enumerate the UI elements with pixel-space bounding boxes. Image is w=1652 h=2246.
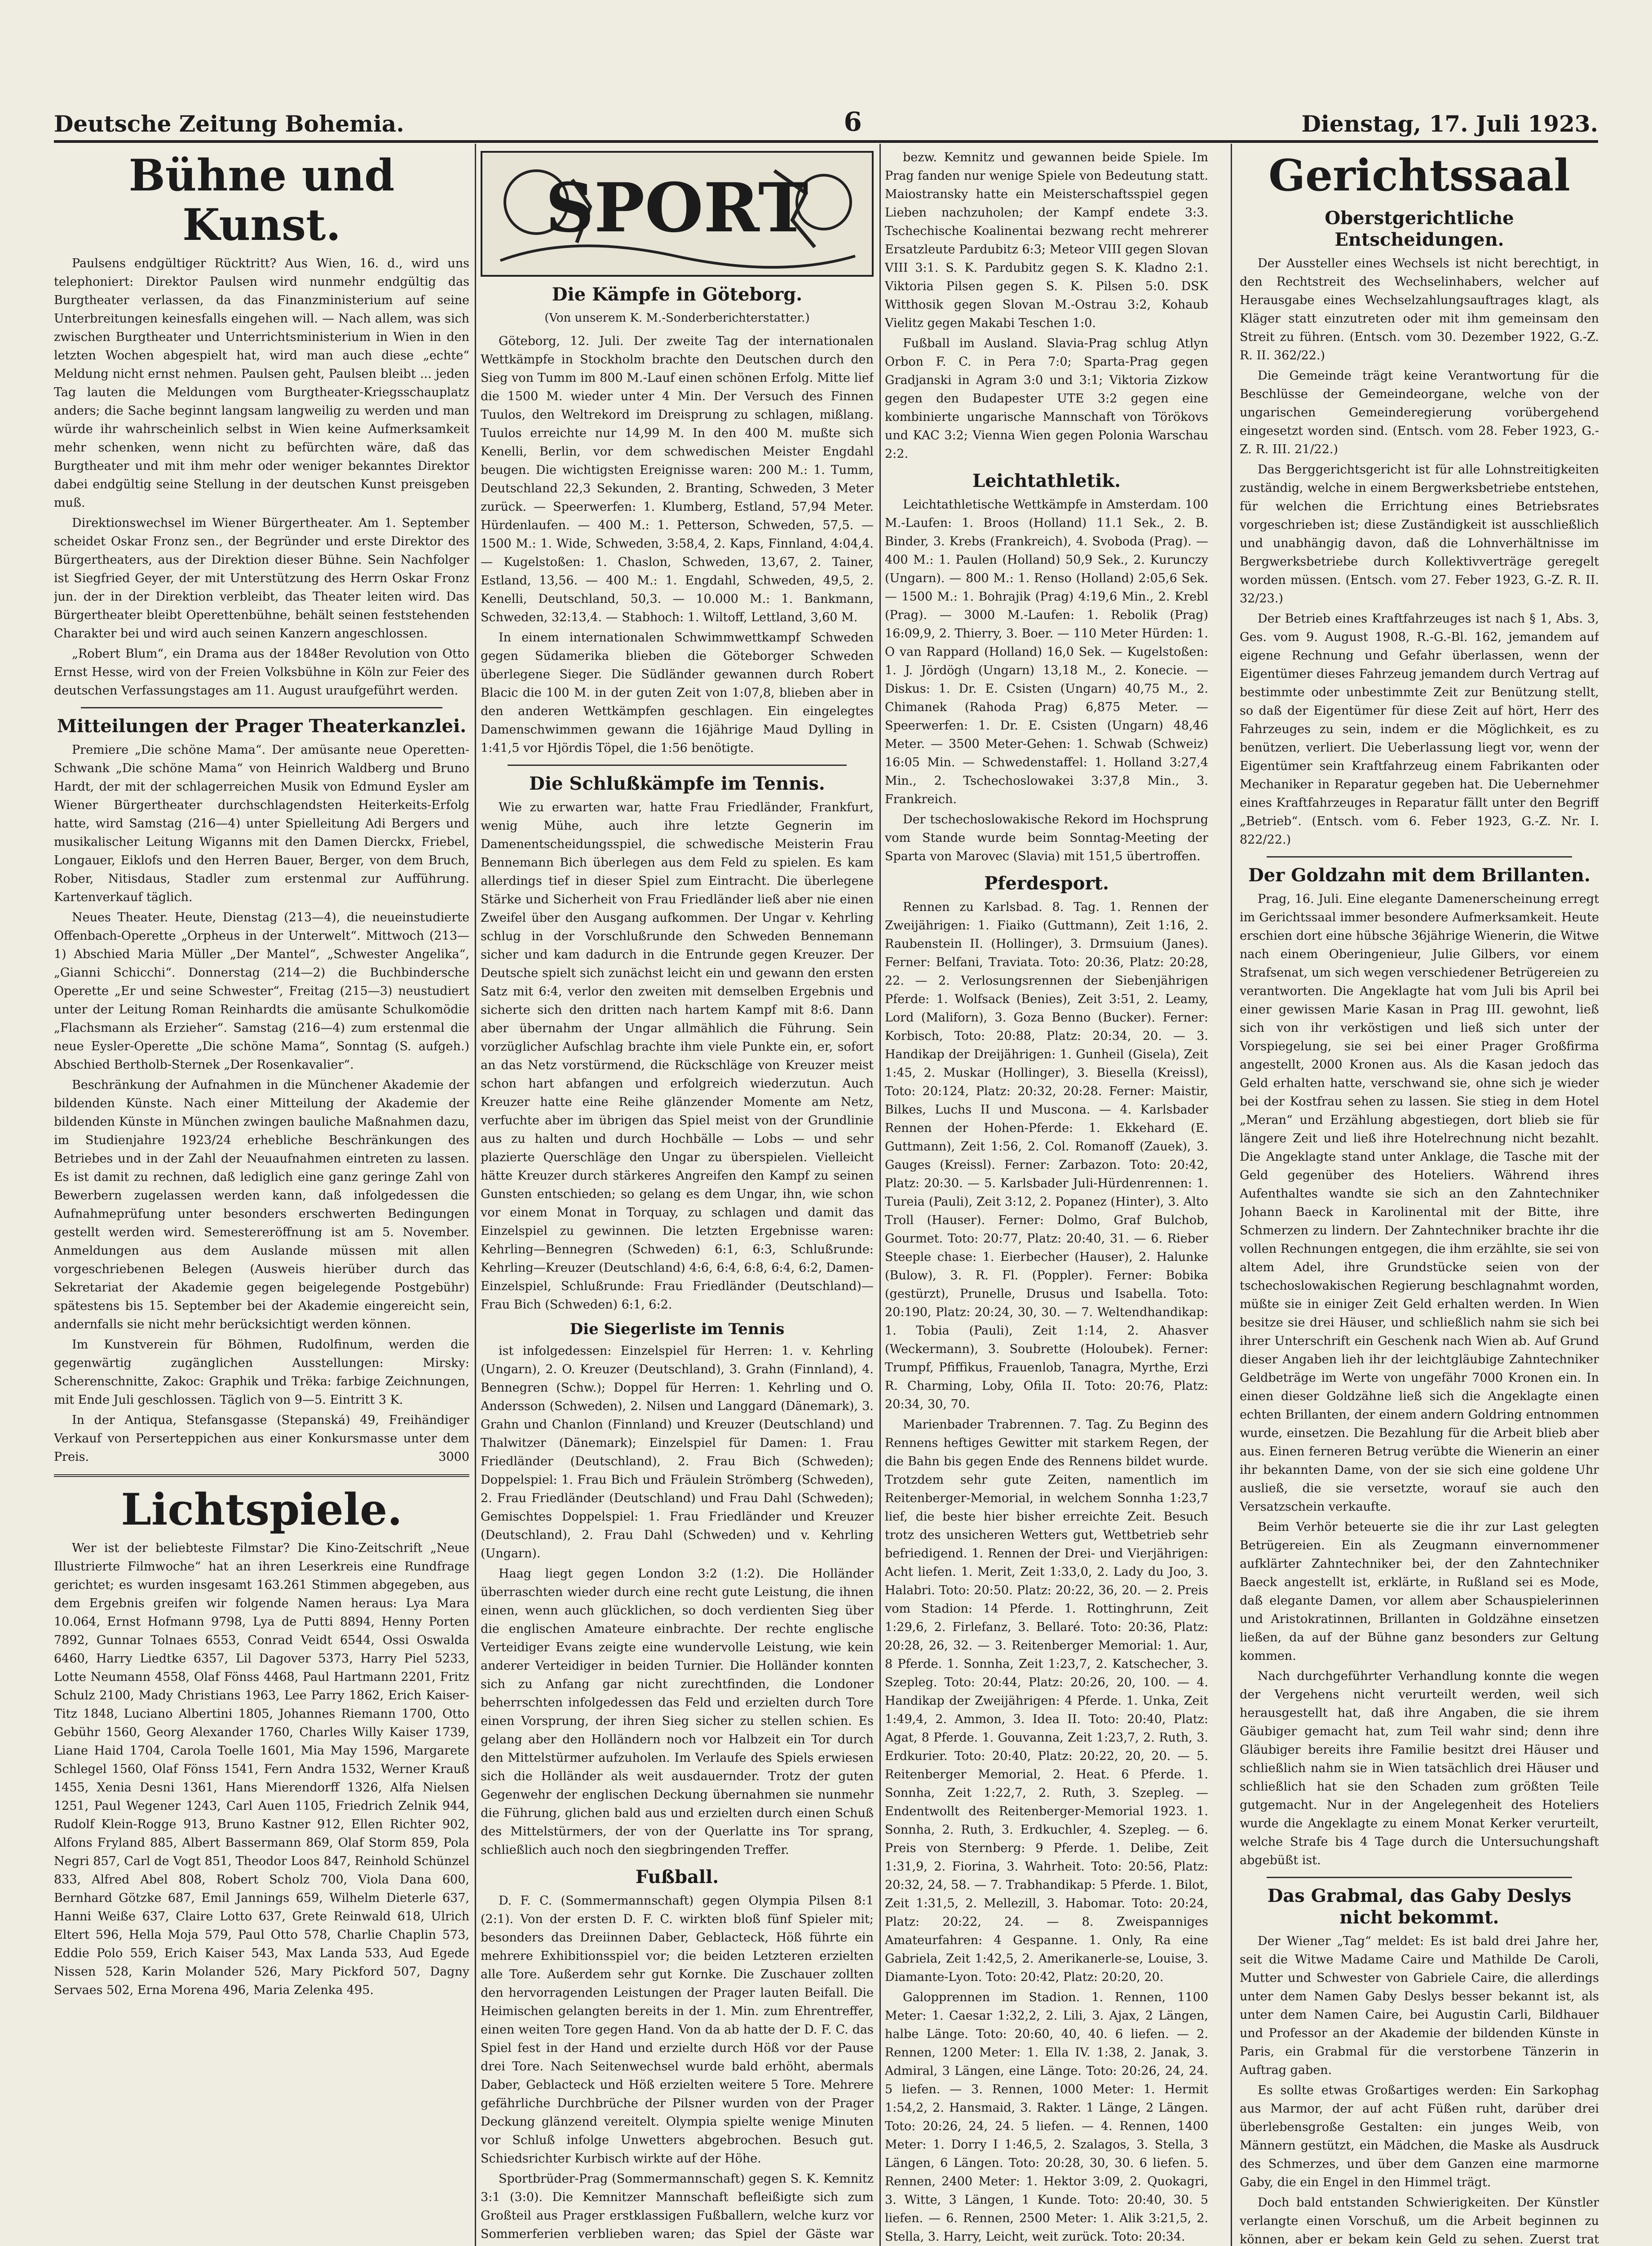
article-kraftfahrzeug: Der Betrieb eines Kraftfahrzeuges ist nach § 1, Abs. 3, Ges. vom 9. August 1908, R.-G.-Bl. 162, jemandem auf eigene Rechnung und Gefahr überlassen, wenn der Eigentümer dieses Fahrzeug jemandem durch Vertrag auf bestimmte oder unbestimmte Zeit zur Benützung stellt, so daß der Eigentümer für diese Zeit auf hört, Herr des Fahrzeuges zu sein, indem er die Möglichkeit, es zu benützen, verliert. Die Ueberlassung liegt vor, wenn der Eigentümer sein Kraftfahrzeug einem Fabrikanten oder Mechaniker in Reparatur gegeben hat. Die Uebernehmer eines Kraftfahrzeuges in Reparatur fällt unter den Begriff „Betrieb“. (Entsch. vom 6. Feber 1923, G.-Z. Nr. I. 822/22.) (1240, 612, 1599, 847)
article-neues-theater: Neues Theater. Heute, Dienstag (213—4), die neueinstudierte Offenbach-Operette „Orpheus in der Unterwelt“. Mittwoch (213—1) Abschied Maria Müller „Der Mantel“, „Schwester Angelika“, „Gianni Schicchi“. Donnerstag (214—2) die Buchbindersche Operette „Er und seine Schwester“, Freitag (215—3) neustudiert unter der Leitung Roman Reinhardts die amüsante Schulkomödie „Flachsmann als Erzieher“. Samstag (216—4) zum erstenmal die neue Eysler-Operette „Die schöne Mama“, Sonntag (S. aufgeh.) Abschied Bertholb-Sternek „Der Rosenkavalier“. (54, 911, 469, 1072)
column-3 (885, 148, 1208, 2246)
sport-logo-illustration (482, 153, 872, 275)
article-berggericht: Das Berggerichtsgericht ist für alle Lohnstreitigkeiten zuständig, welche in einem Bergwerksbetriebe entstehen, für welchen die Errichtung eines Betriebsrates vorgeschrieben ist; diese Zuständigkeit ist ausschließlich und unabhängig davon, daß die Lohnverhältnisse im Bergwerksbetriebe durch Kollektivverträge geregelt worden müssen. (Entsch. vom 27. Feber 1923, G.-Z. R. II. 32/23.) (1240, 463, 1599, 606)
article-goeteborg: Göteborg, 12. Juli. Der zweite Tag der internationalen Wettkämpfe in Stockholm brachte den Deutschen durch den Sieg von Tumm im 800 M.-Lauf einen schönen Erfolg. Mitte lief die 1500 M. wieder unter 4 Min. Der Versuch des Finnen Tuulos, den Weltrekord im Dreisprung zu schlagen, mißlang. Tuulos erreichte nur 14,99 M. In den 400 M. mußte sich Kenelli, Berlin, vor dem schwedischen Meister Engdahl beugen. Die wichtigsten Ereignisse waren: 200 M.: 1. Tumm, Deutschland 22,3 Sekunden, 2. Branting, Schweden, 3 Meter zurück. — Speerwerfen: 1. Klumberg, Estland, 57,94 Meter. Hürdenlaufen. — 400 M.: 1. Petterson, Schweden, 57,5. — 1500 M.: 1. Wide, Schweden, 3:58,4, 2. Kaps, Finnland, 4:04,4. — Kugelstoßen: 1. Chaslon, Schweden, 13,67, 2. Tainer, Estland, 13,56. — 400 M.: 1. Engdahl, Schweden, 49,5, 2. Kenelli, Deutschland, 50,3. — 10.000 M.: 1. Bankmann, Schweden, 32:13,4. — Stabhoch: 1. Wiltoff, Lettland, 3,60 M. (481, 334, 874, 624)
antiqua-text: In der Antiqua, Stefansgasse (Stepanská) 49, Freihändiger Verkauf von Perserteppichen aus einer Konkursmasse unter dem Preis. (54, 1413, 469, 1464)
article-kunstverein: Im Kunstverein für Böhmen, Rudolfinum, werden die gegenwärtig zugänglichen Ausstellungen: Mirsky: Scherenschnitte, Zakoc: Graphik und Trëka: farbige Zeichnungen, mit Ende Juli geschlossen. Täglich von 9—5. Eintritt 3 K. (54, 1338, 469, 1407)
heading-tennis: Die Schlußkämpfe im Tennis. (529, 773, 825, 794)
article-siegerliste: ist infolgedessen: Einzelspiel für Herren: 1. v. Kehrling (Ungarn), 2. O. Kreuzer (Deutschland), 3. Grahn (Finnland), 4. Bennegren (Schw.); Doppel für Herren: 1. Kehrling und O. Andersson (Schweden), 2. Nilsen und Langgard (Dänemark), 3. Grahn und Chanlon (Finnland) und Kreuzer (Deutschland) und Thalwitzer (Dänemark); Einzelspiel für Damen: 1. Frau Friedländer (Deutschland), 2. Frau Bich (Schweden); Doppelspiel: 1. Frau Bich und Fräulein Strömberg (Schweden), 2. Frau Friedländer (Deutschland) und Frau Dahl (Schweden); Gemischtes Doppelspiel: 1. Frau Friedländer und Kreuzer (Deutschland), 2. Frau Dahl (Schweden) und v. Kehrling (Ungarn). (481, 1344, 874, 1561)
page-number: 6 (844, 106, 862, 137)
article-urteil: Nach durchgeführter Verhandlung konnte die wegen der Vergehens nicht verurteilt werden, weil sich herausgestellt hat, daß ihre Angaben, die sie ihrem Gäubiger gemacht hat, zum Teil wahr sind; denn ihre Gläubiger bereits ihre Familie besitzt drei Häuser und schließlich nahm sie in Wien tatsächlich drei Häuser und schließlich hat sie den Schaden zum größten Teile gutgemacht. Nur in der Angelegenheit des Hoteliers wurde die Angeklagte zu einem Monat Kerker verurteilt, welche Strafe bis 4 Tage durch die Untersuchungshaft abgebüßt ist. (1240, 1669, 1599, 1867)
heading-leichtathletik: Leichtathletik. (972, 470, 1121, 491)
divider (81, 707, 442, 708)
article-gemeinde: Die Gemeinde trägt keine Verantwortung für die Beschlüsse der Gemeindeorgane, welche von der ungarischen Gemeinderegierung vorübergehend eingesetzt worden sind. (Entsch. vom 28. Feber 1923, G.-Z. R. III. 21/22.) (1240, 369, 1599, 456)
sport-banner (481, 151, 874, 277)
heading-entscheidungen: Oberstgerichtliche Entscheidungen. (1325, 208, 1514, 250)
ad-code: 3000 (438, 1450, 469, 1464)
article-fussball-ausland: Fußball im Ausland. Slavia-Prag schlug Atlyn Orbon F. C. in Pera 7:0; Sparta-Prag gegen Gradjanski in Agram 3:0 und 3:1; Viktoria Zizkow gegen den Budapester UTE 3:2 gegen eine kombinierte ungarische Mannschaft von Törökovs und KAC 3:2; Vienna Wien gegen Polonia Warschau 2:2. (885, 336, 1208, 461)
article-galopp: Galopprennen im Stadion. 1. Rennen, 1100 Meter: 1. Caesar 1:32,2, 2. Lili, 3. Ajax, 2 Längen, halbe Länge. Toto: 20:60, 40, 40. 6 liefen. — 2. Rennen, 1200 Meter: 1. Ella IV. 1:38, 2. Janak, 3. Admiral, 3 Längen, eine Länge. Toto: 20:26, 24, 24. 5 liefen. — 3. Rennen, 1000 Meter: 1. Hermit 1:54,2, 2. Hansmaid, 3. Rakter. 1 Länge, 2 Längen. Toto: 20:26, 24, 24. 5 liefen. — 4. Rennen, 1400 Meter: 1. Dorry I 1:46,5, 2. Szalagos, 3. Stella, 3 Längen, 6 Längen. Toto: 20:28, 30, 30. 6 liefen. 5. Rennen, 2400 Meter: 1. Hektor 3:09, 2. Quokagri, 3. Witte, 3 Längen, 1 Kunde. Toto: 20:40, 30. 5 liefen. — 6. Rennen, 2500 Meter: 1. Alik 3:21,5, 2. Stella, 3. Harry, Leicht, weit zurück. Toto: 20:34. (885, 1990, 1208, 2244)
divider (1267, 856, 1572, 858)
section-title-lichtspiele: Lichtspiele. (121, 1484, 402, 1535)
heading-fussball: Fußball. (635, 1866, 719, 1888)
heading-goldzahn: Der Goldzahn mit dem Brillanten. (1248, 865, 1590, 886)
article-antiqua (54, 1411, 469, 1466)
article-sarkophag: Es sollte etwas Großartiges werden: Ein Sarkophag aus Marmor, der auf acht Füßen ruht, darüber drei überlebensgroße Gestalten: ein junges Weib, von Männern gestützt, ein Mädchen, die Maske als Ausdruck des Schmerzes, und über dem Ganzen eine marmorne Gaby, die ein Engel in den Himmel trägt. (1240, 2083, 1599, 2189)
article-grabmal: Der Wiener „Tag“ meldet: Es ist bald drei Jahre her, seit die Witwe Madame Caire und Mathilde De Caroli, Mutter und Schwester von Gabriele Caire, die allerdings unter dem Namen Gaby Deslys besser bekannt ist, als unter dem Namen Caire, bei Augustin Carli, Bildhauer und Professor an der Akademie der bildenden Künste in Paris, ein Grabmal für die verstorbene Tänzerin in Auftrag gaben. (1240, 1934, 1599, 2077)
article-rekord: Der tschechoslowakische Rekord im Hochsprung vom Stande wurde beim Sonntag-Meeting der Sparta von Marovec (Slavia) mit 151,5 übertroffen. (885, 813, 1208, 863)
article-marienbad: Marienbader Trabrennen. 7. Tag. Zu Beginn des Rennens heftiges Gewitter mit starkem Regen, der die Bahn bis gegen Ende des Rennens bildet wurde. Trotzdem sehr gute Zeiten, namentlich im Reitenberger-Memorial, in welchem Sonnha 1:23,7 lief, die beste hier bisher erreichte Zeit. Besuch trotz des unsicheren Wetters gut, Wettbetrieb sehr befriedigend. 1. Rennen der Drei- und Vierjährigen: Acht liefen. 1. Merit, Zeit 1:33,0, 2. Lady du Joo, 3. Halabri. Toto: 20:50. Platz: 20:22, 36, 20. — 2. Preis vom Stadion: 14 Pferde. 1. Rottinghrunn, Zeit 1:29,6, 2. Firlefanz, 3. Bellaré. Toto: 20:36, Platz: 20:28, 26, 32. — 3. Reitenberger Memorial: 1. Aur, 8 Pferde. 1. Sonnha, Zeit 1:23,7, 2. Katschecher, 3. Szepleg. Toto: 20:44, Platz: 20:26, 20, 100. — 4. Handikap der Zweijährigen: 4 Pferde. 1. Unka, Zeit 1:49,4, 2. Ammon, 3. Idea II. Toto: 20:40, Platz: Agat, 8 Pferde. 1. Gouvanna, Zeit 1:23,7, 2. Ruth, 3. Erdkurier. Toto: 20:40, Platz: 20:22, 20, 20. — 5. Reitenberger Memorial, 2. Heat. 6 Pferde. 1. Sonnha, Zeit 1:22,7, 2. Ruth, 3. Szepleg. — Endentwollt des Reitenberger-Memorial 1923. 1. Sonnha, 2. Ruth, 3. Erdkuchler, 4. Szepleg. — 6. Preis von Sternberg: 9 Pferde. 1. Delibe, Zeit 1:31,9, 2. Fiorina, 3. Wahrheit. Toto: 20:56, Platz: 20:32, 24, 58. — 7. Trabhandikap: 5 Pferde. 1. Bilot, Zeit 1:31,5, 2. Mellezill, 3. Habomar. Toto: 20:24, Platz: 20:22, 24. — 8. Zweispanniges Amateurfahren: 4 Gespanne. 1. Only, Ra eine Gabriela, Zeit 1:42,5, 2. Amerikanerle-se, Louise, 3. Diamante-Lyon. Toto: 20:42, Platz: 20:20, 20. (885, 1418, 1208, 1984)
article-haag-london: Haag liegt gegen London 3:2 (1:2). Die Holländer überraschten wieder durch eine recht gute Leistung, die ihnen einen, wenn auch glücklichen, so doch verdienten Sieg über die englischen Amateure einbrachte. Der rechte englische Verteidiger Evans zeigte eine wundervolle Leistung, wie kein anderer Verteidiger in beiden Turnier. Die Holländer konnten sich zu Anfang gar nicht zurechtfinden, die Londoner beherrschten infolgedessen das Feld und erzielten durch Tore einen Vorsprung, der ihren Sieg sicher zu stellen schien. Es gelang aber den Holländern noch vor Halbzeit ein Tor durch den Mittelstürmer aufzuholen. Im Verlaufe des Spiels erwiesen sich die Holländer als weit ausdauernder. Trotz der guten Gegenwehr der englischen Deckung übernahmen sie nunmehr die Führung, glichen bald aus und erzielten durch einen Schuß des Mittelstürmers, der von der Querlatte ins Tor sprang, schließlich auch noch den siegbringenden Treffer. (481, 1567, 874, 1857)
article-dfc: D. F. C. (Sommermannschaft) gegen Olympia Pilsen 8:1 (2:1). Von der ersten D. F. C. wirkten bloß fünf Spieler mit; besonders das Dreiinnen Daber, Geblacteck, Höß führte ein mehrere Exhibitionsspiel vor; die beiden Letzteren erzielten alle Tore. Außerdem sehr gut Kornke. Die Zuschauer zollten den hervorragenden Leistungen der Prager lauten Beifall. Die Heimischen gelangten bereits in der 1. Min. zum Ehrentreffer, einen weiten Tore gegen Hand. Von da ab hatte der D. F. C. das Spiel fest in der Hand und erzielte durch Höß vor der Pause drei Tore. Nach Seitenwechsel wurde bald erhöht, abermals Daber, Geblacteck und Höß erzielten weitere 5 Tore. Mehrere gefährliche Durchbrüche der Pilsner wurden von der Prager Deckung glänzend vereitelt. Olympia spielte wenige Minuten vor Schluß infolge Unwetters abgebrochen. Besuch gut. Schiedsrichter Kurbisch wirkte auf der Höhe. (481, 1894, 874, 2166)
heading-theaterkanzlei: Mitteilungen der Prager Theaterkanzlei. (57, 716, 467, 737)
heading-pferdesport: Pferdesport. (984, 873, 1109, 894)
article-robert-blum: „Robert Blum“, ein Drama aus der 1848er Revolution von Otto Ernst Hesse, wird von der Freien Volksbühne in Köln zur Feier des deutschen Verfassungstages am 11. August uraufgeführt werden. (54, 647, 469, 698)
article-buergertheater: Direktionswechsel im Wiener Bürgertheater. Am 1. September scheidet Oskar Fronz sen., der Begründer und erste Direktor des Bürgertheaters, aus der Direktion dieser Bühne. Sein Nachfolger ist Siegfried Geyer, der mit Unterstützung des Herrn Oskar Fronz jun. der in der Direktion verbleibt, das Theater leiten wird. Das Bürgertheater bleibt Operettenbühne, behält seinen feststehenden Charakter bei und wird auch seinen Kanzern angeschlossen. (54, 516, 469, 641)
column-1 (54, 148, 469, 2246)
byline: (Von unserem K. M.-Sonderberichterstatter.) (544, 311, 810, 325)
divider (508, 765, 847, 766)
article-akademie: Beschränkung der Aufnahmen in die Münchener Akademie der bildenden Künste. Nach einer Mitteilung der Akademie der bildenden Künste in München zwingen bauliche Maßnahmen dazu, im Studienjahre 1923/24 erhebliche Beschränkungen des Betriebes und in der Zahl der Neuaufnahmen eintreten zu lassen. Es ist damit zu rechnen, daß lediglich eine ganz geringe Zahl von Bewerbern zugelassen werden kann, daß infolgedessen die Aufnahmeprüfung unter besonders erschwerten Bedingungen gestellt werden wird. Semestereröffnung ist am 5. November. Anmeldungen aus dem Auslande müssen mit allen vorgeschriebenen Belegen (Ausweis hierüber durch das Sekretariat der Akademie gegen beigelegende Postgebühr) spätestens bis 15. September bei der Akademie eingereicht sein, andernfalls sie nicht mehr berücksichtigt werden können. (54, 1078, 469, 1331)
article-sportbrueder: Sportbrüder-Prag (Sommermannschaft) gegen S. K. Kemnitz 3:1 (3:0). Die Kemnitzer Mannschaft befleißigte sich zum Großteil aus Prager erstklassigen Fußballern, welche kurz vor Sommerferien verblieben waren; das Spiel der Gäste war (481, 2172, 874, 2241)
article-verhoer: Beim Verhör beteuerte sie die ihr zur Last gelegten Betrügereien. Ein als Zeugmann einvernommener aufklärter Zahntechniker bei, der den Zahntechniker Baeck angestellt ist, erklärte, in Rußland sei es Mode, daß elegante Damen, vor allem aber Schauspielerinnen und Aristokratinnen, Brillanten in Goldzähne einsetzen ließen, da auf der Bühne ganz besonders zur Geltung kommen. (1240, 1520, 1599, 1663)
heading-siegerliste: Die Siegerliste im Tennis (570, 1320, 785, 1338)
article-filmstar: Wer ist der beliebteste Filmstar? Die Kino-Zeitschrift „Neue Illustrierte Filmwoche“ hat an ihren Leserkreis eine Rundfrage gerichtet; es wurden insgesamt 163.261 Stimmen abgegeben, aus dem Ergebnis greifen wir folgende Namen heraus: Lya Mara 10.064, Ernst Hofmann 9798, Lya de Putti 8894, Henny Porten 7892, Gunnar Tolnaes 6553, Conrad Veidt 6544, Ossi Oswalda 6460, Harry Liedtke 6357, Lil Dagover 5373, Harry Piel 5233, Lotte Neumann 4558, Olaf Fönss 4468, Paul Hartmann 2201, Fritz Schulz 2100, Mady Christians 1963, Lee Parry 1862, Erich Kaiser-Titz 1848, Luciano Albertini 1805, Johannes Riemann 1700, Otto Gebühr 1560, Georg Alexander 1760, Charles Willy Kaiser 1739, Liane Haid 1704, Carola Toelle 1601, Mia May 1596, Margarete Schlegel 1560, Olaf Fönss 1541, Fern Andra 1532, Werner Krauß 1455, Xenia Desni 1361, Hans Mierendorff 1326, Alfa Nielsen 1251, Paul Wegener 1243, Carl Auen 1105, Friedrich Zelnik 944, Rudolf Klein-Rogge 913, Bruno Kastner 912, Ellen Richter 902, Alfons Fryland 885, Albert Bassermann 869, Olaf Storm 859, Pola Negri 857, Carl de Vogt 851, Theodor Loos 847, Reinhold Schünzel 833, Alfred Abel 808, Robert Scholz 700, Viola Dana 600, Bernhard Götzke 687, Emil Jannings 659, Wilhelm Dieterle 637, Hanni Weiße 637, Claire Lotto 637, Grete Reinwald 618, Ulrich Eltert 596, Hella Moja 579, Paul Otto 578, Charlie Chaplin 573, Eddie Polo 559, Erich Kaiser 543, Max Landa 533, Aud Egede Nissen 528, Karin Molander 526, Mary Pickford 507, Dagny Servaes 502, Erna Morena 496, Maria Zelenka 495. (54, 1541, 469, 1997)
article-schoene-mama: Premiere „Die schöne Mama“. Der amüsante neue Operetten-Schwank „Die schöne Mama“ von Heinrich Waldberg und Bruno Hardt, der mit der schlagerreichen Musik von Edmund Eysler am Wiener Bürgertheater durchschlagendsten Heiterkeits-Erfolg hatte, wird Samstag (216—4) unter Spielleitung Adi Bergers und musikalischer Leitung Wiganns mit den Damen Dierckx, Friebel, Longauer, Eiklofs und den Herren Bauer, Berger, von dem Bruch, Rober, Nitisdaus, Stadler zum erstenmal zur Aufführung. Kartenverkauf täglich. (54, 743, 469, 904)
header-rule (54, 140, 1598, 143)
article-tennis: Wie zu erwarten war, hatte Frau Friedländer, Frankfurt, wenig Mühe, auch ihre letzte Gegnerin im Damenentscheidungsspiel, die schwedische Meisterin Frau Bennemann Bich überlegen aus dem Feld zu spielen. Es kam allerdings tief in dieser Spiel zum Eintracht. Die überlegene Stärke und Sicherheit von Frau Friedländer ließ aber nie einen Zweifel über den Ausgang aufkommen. Der Ungar v. Kehrling schlug in der Vorschlußrunde den Schweden Bennemann sicher und kam dadurch in die Entrunde gegen Kreuzer. Der Deutsche spielt sich zunächst leicht ein und gewann den ersten Satz mit 6:4, verlor den zweiten mit demselben Ergebnis und sicherte sich den dritten nach hartem Kampf mit 8:6. Dann aber übernahm der Ungar allmählich die Führung. Sein vorzüglicher Aufschlag brachte ihm viele Punkte ein, er, sofort an das Netz vorstürmend, die Rückschläge von Kreuzer meist schon hart abfangen und erfolgreich wiederzutun. Auch Kreuzer hatte eine Reihe glänzender Momente am Netz, verfuchte aber im übrigen das Spiel meist von der Grundlinie aus zu halten und durch Hochbälle — Lobs — und sehr plazierte Querschläge den Ungar zu überspielen. Vielleicht hätte Kreuzer durch stärkeres Angreifen den Kampf zu seinen Gunsten entschieden; so gelang es dem Ungar, ihn, wie schon vor einem Monat in Torquay, zu schlagen und damit das Einzelspiel zu gewinnen. Die letzten Ergebnisse waren: Kehrling—Bennegren (Schweden) 6:1, 6:3, Schlußrunde: Kehrling—Kreuzer (Deutschland) 4:6, 6:4, 6:8, 6:4, 6:2, Damen-Einzelspiel, Schlußrunde: Frau Friedländer (Deutschland)—Frau Bich (Schweden) 6:1, 6:2. (481, 800, 874, 1312)
sport-logo-text: SPORT (545, 168, 808, 248)
column-divider (1231, 144, 1232, 2246)
divider (54, 1474, 469, 1477)
article-goldzahn: Prag, 16. Juli. Eine elegante Damenerscheinung erregt im Gerichtssaal immer besondere Aufmerksamkeit. Heute erschien dort eine hübsche 36jährige Wienerin, die Witwe nach einem Oberingenieur, Julie Gilbers, vor einem Strafsenat, um sich wegen verschiedener Betrügereien zu verantworten. Die Angeklagte hat vom Juli bis April bei einer gewissen Marie Kasan in Prag III. gewohnt, ließ sich von ihr verköstigen und ließ sich unter der Vorspiegelung, sie sei bei einer Prager Großfirma angestellt, 2000 Kronen aus. Als die Kasan jedoch das Geld erhalten hatte, verschwand sie, ohne sich je wieder bei der Kostfrau sehen zu lassen. Sie stieg in dem Hotel „Meran“ und Erzählung abgestiegen, dort blieb sie für längere Zeit und ließ ihre Hotelrechnung nicht bezahlt. Die Angeklagte stand unter Anklage, die Tasche mit der Geld gegenüber des Hoteliers. Während ihres Aufenthaltes wandte sie sich an den Zahntechniker Johann Baeck in Karolinental mit der Bitte, ihre Schmerzen zu lindern. Der Zahntechniker brachte ihr die vollen Rechnungen entgegen, die ihm erzählte, sie sei von altem Adel, ihre Grundstücke seien von der tschechoslowakischen Regierung beschlagnahmt worden, müßte sie in einiger Zeit Geld erhalten werden. In Wien besitze sie drei Häuser, und schließlich nahm sie sich bei ihrer Unterschrift ein Geschenk nach Wien ab. Auf Grund dieser Angaben lieh ihr der leichtgläubige Zahntechniker Geldbeträge im Werte von ungefähr 7000 Kronen ein. In einen dieser Goldzähne ließ sich die Angeklagte einen echten Brillanten, der einem andern Goldring entnommen wurde, einsetzen. Die Bezahlung für die Arbeit blieb aber aus. Einen ferneren Betrug verübte die Wienerin an einer ihr bekannten Dame, von der sie sich eine goldene Uhr ausließ, die sie versetzte, worauf sie auch den Versatzschein verkaufte. (1240, 892, 1599, 1514)
paper-name: Deutsche Zeitung Bohemia. (54, 111, 404, 137)
column-divider (475, 144, 476, 2246)
article-paulsen: Paulsens endgültiger Rücktritt? Aus Wien, 16. d., wird uns telephoniert: Direktor Paulsen wird nunmehr endgültig das Burgtheater verlassen, da das Finanzministerium auf seine Unterbreitungen keinesfalls eingehen will. — Nach allem, was sich zwischen Burgtheater und Unterrichtsministerium in Wien in den letzten Wochen abgespielt hat, wird man auch diese „echte“ Meldung nicht ernst nehmen. Paulsen geht, Paulsen bleibt ... jeden Tag lauten die Meldungen vom Burgtheater-Kriegsschauplatz anders; die Sache beginnt langsam langweilig zu werden und man würde ihr wahrscheinlich selbst in Wien keine Aufmerksamkeit mehr schenken, wenn nicht zu befürchten wäre, daß das Burgtheater und mit ihm mehr oder weniger bekanntes Direktor dabei endgültig seine Stellung in der deutschen Kunst preisgeben muß. (54, 256, 469, 510)
divider (1267, 1877, 1572, 1878)
article-wechsel: Der Aussteller eines Wechsels ist nicht berechtigt, in den Rechtstreit des Wechselinhabers, welcher auf Herausgabe eines Wechselzahlungsauftrages klagt, als Kläger statt einzutreten oder mit ihm gemeinsam den Streit zu führen. (Entsch. vom 30. Dezember 1922, G.-Z. R. II. 362/22.) (1240, 256, 1599, 363)
column-4 (1240, 148, 1599, 2246)
article-karlsbad: Rennen zu Karlsbad. 8. Tag. 1. Rennen der Zweijährigen: 1. Fiaiko (Guttmann), Zeit 1:16, 2. Raubenstein II. (Hollinger), 3. Drmsuium (Janes). Ferner: Belfani, Traviata. Toto: 20:36, Platz: 20:28, 22. — 2. Verlosungsrennen der Siebenjährigen Pferde: 1. Wolfsack (Benies), Zeit 3:51, 2. Leamy, Lord (Maliforn), 3. Goza Benno (Bucker). Ferner: Korbisch, Toto: 20:88, Platz: 20:34, 20. — 3. Handikap der Dreijährigen: 1. Gunheil (Gisela), Zeit 1:45, 2. Muskar (Hollinger), 3. Biesella (Kreissl), Toto: 20:124, Platz: 20:32, 20:28. Ferner: Maistir, Bilkes, Luchs II und Muscona. — 4. Karlsbader Rennen der Hohen-Pferde: 1. Ekkehard (E. Guttmann), Zeit 1:56, 2. Col. Romanoff (Zauek), 3. Gauges (Kreissl). Ferner: Zarbazon. Toto: 20:42, Platz: 20:30. — 5. Karlsbader Juli-Hürdenrennen: 1. Tureia (Pauli), Zeit 3:12, 2. Popanez (Hinter), 3. Alto Troll (Hauser). Ferner: Dolmo, Graf Bulchob, Gourmet. Toto: 20:77, Platz: 20:40, 31. — 6. Rieber Steeple chase: 1. Eierbecher (Hauser), 2. Halunke (Bulow), 3. R. Fl. (Poppler). Ferner: Bobika (gestürzt), Prunelle, Drusus und Isabella. Toto: 20:190, Platz: 20:24, 30, 30. — 7. Weltendhandikap: 1. Tobia (Pauli), Zeit 1:14, 2. Ahasver (Weckermann), 3. Soubrette (Holoubek). Ferner: Trumpf, Pfiffikus, Frauenlob, Tanagra, Myrthe, Erzi R. Charming, Loby, Ofila II. Toto: 20:76, Platz: 20:34, 30, 70. (885, 900, 1208, 1411)
article-prag-spiele: bezw. Kemnitz und gewannen beide Spiele. Im Prag fanden nur wenige Spiele von Bedeutung statt. Maiostransky hatte ein Meisterschaftsspiel gegen Lieben nachzuholen; der Kampf endete 3:3. Tschechische Koalinentai bezwang recht mehrerer Ersatzleute Pardubitz 6:3; Meteor VIII gegen Slovan VIII 3:1. S. K. Pardubitz gegen S. K. Kladno 2:1. Viktoria Pilsen gegen S. K. Pilsen 5:0. DSK Witthosik gegen Slovan M.-Ostrau 3:2, Kohaub Vielitz gegen Makabi Teschen 1:0. (885, 150, 1208, 330)
article-schwimmen: In einem internationalen Schwimmwettkampf Schweden gegen Südamerika blieben die Göteborger Schweden überlegene Sieger. Die Südländer gewannen durch Robert Blacic die 100 M. in der guten Zeit von 1:07,8, blieben aber in den anderen Wettkämpfen geschlagen. Ein eingelegtes Damenschwimmen gewann die 16jährige Maud Dylling in 1:41,5 vor Hjördis Töpel, die 1:56 benötigte. (481, 631, 874, 755)
column-divider (879, 144, 881, 2246)
article-amsterdam: Leichtathletische Wettkämpfe in Amsterdam. 100 M.-Laufen: 1. Broos (Holland) 11.1 Sek., 2. B. Binder, 3. Krebs (Frankreich), 4. Svoboda (Prag). — 400 M.: 1. Paulen (Holland) 50,9 Sek., 2. Kurunczy (Ungarn). — 800 M.: 1. Renso (Holland) 2:05,6 Sek. — 1500 M.: 1. Bohrajik (Prag) 4:19,6 Min., 2. Krebl (Prag). — 3000 M.-Laufen: 1. Rebolik (Prag) 16:09,9, 2. Thierry, 3. Boer. — 110 Meter Hürden: 1. O van Rappard (Holland) 16,0 Sek. — Kugelstoßen: 1. J. Jördögh (Ungarn) 13,18 M., 2. Konecie. — Diskus: 1. Dr. E. Csisten (Ungarn) 40,75 M., 2. Chimanek (Rahoda Prag) 6,875 Meter. — Speerwerfen: 1. Dr. E. Csisten (Ungarn) 48,46 Meter. — 3500 Meter-Gehen: 1. Schwab (Schweiz) 16:05 Min. — Schwedenstaffel: 1. Holland 3:27,4 Min., 2. Tschechoslowakei 3:37,8 Min., 3. Frankreich. (885, 498, 1208, 806)
section-title-buehne: Bühne und Kunst. (128, 150, 395, 250)
article-schwierigkeiten: Doch bald entstanden Schwierigkeiten. Der Künstler verlangte einen Vorschuß, um die Arbeit beginnen zu können, aber er bekam kein Geld zu sehen. Zuerst trat (1240, 2196, 1599, 2246)
masthead (54, 106, 1598, 137)
issue-date: Dienstag, 17. Juli 1923. (1301, 111, 1598, 137)
heading-grabmal: Das Grabmal, das Gaby Deslys nicht bekommt. (1267, 1885, 1572, 1928)
heading-goeteborg: Die Kämpfe in Göteborg. (552, 284, 803, 305)
section-title-gerichtssaal: Gerichtssaal (1268, 150, 1570, 201)
column-2 (481, 148, 874, 2246)
